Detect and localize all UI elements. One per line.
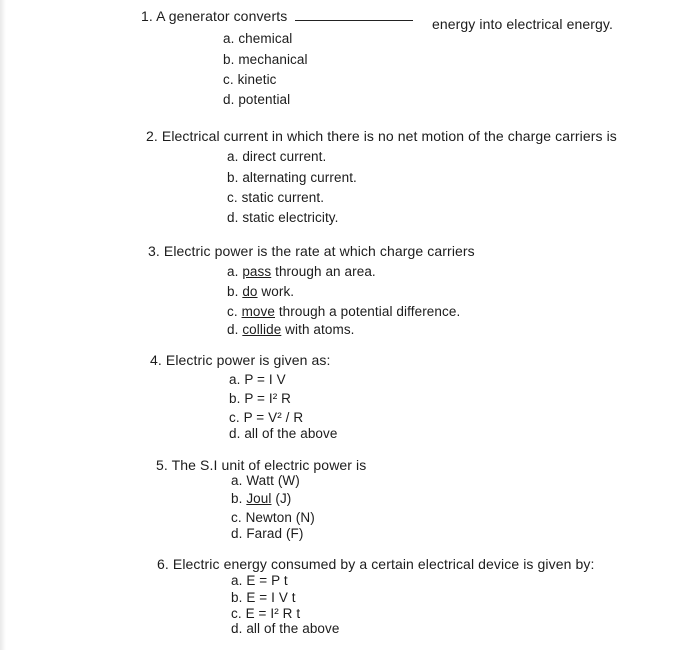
question-2-stem [146,128,617,144]
option-text: Farad (F) [246,526,304,541]
option-letter: b. [227,284,239,299]
option-6d [231,621,340,637]
option-letter: d. [227,210,239,225]
option-keyword: Joul [246,491,272,506]
question-1-stem-end: energy into electrical energy. [432,16,613,32]
option-letter: d. [229,426,241,441]
option-letter: a. [227,264,239,279]
option-letter: c. [227,304,238,319]
option-text: P = I² R [244,391,292,406]
option-3a [227,264,376,280]
option-letter: c. [231,606,242,621]
option-letter: c. [227,190,238,205]
option-text: kinetic [237,72,277,87]
question-text: Electrical current in which there is no net motion of the charge carriers is [161,128,617,144]
question-3-stem [148,243,475,259]
question-text: A generator converts [156,8,288,24]
option-letter: a. [231,473,243,488]
option-1d [223,92,290,108]
question-text: Electric power is the rate at which charge carriers [163,243,475,259]
option-letter: d. [231,621,243,636]
scan-edge-shadow [0,0,6,650]
option-keyword: collide [242,322,282,337]
option-text: work. [257,284,295,299]
question-number: 4. [150,352,162,368]
option-letter: b. [229,391,241,406]
option-text: P = I V [244,372,286,387]
option-6c [231,606,300,622]
option-5a [231,473,300,489]
option-letter: a. [223,31,235,46]
option-6a [231,573,288,589]
option-keyword: move [241,304,275,319]
option-5b [231,491,291,507]
option-3b [227,284,294,300]
option-text: E = I V t [246,590,296,605]
option-text: mechanical [238,52,308,67]
option-keyword: pass [242,264,272,279]
option-text: alternating current. [242,170,357,185]
option-letter: d. [227,322,239,337]
option-text: with atoms. [281,322,355,337]
option-text: direct current. [242,149,327,164]
option-2d [227,210,339,226]
option-3c [227,304,460,320]
option-2b [227,170,357,186]
option-text: (J) [271,491,292,506]
question-6-stem [157,556,594,572]
option-4c [229,410,303,426]
option-letter: d. [231,526,243,541]
option-5c [231,510,315,526]
option-text: Newton (N) [245,510,315,525]
option-5d [231,526,303,542]
option-letter: b. [231,590,243,605]
option-text: through a potential difference. [274,304,461,319]
option-1a [223,31,292,47]
question-number: 3. [148,243,160,259]
question-text: Electric energy consumed by a certain electrical device is given by: [172,556,595,572]
option-text: through an area. [271,264,376,279]
question-number: 1. [141,8,153,24]
option-text: static current. [241,190,325,205]
question-number: 6. [157,556,169,572]
option-text: all of the above [246,621,340,636]
question-5-stem [156,457,366,473]
option-letter: b. [223,52,235,67]
option-letter: b. [227,170,239,185]
option-text: potential [238,92,291,107]
option-letter: a. [231,573,243,588]
option-2a [227,149,326,165]
question-number: 2. [146,128,158,144]
question-1-stem [141,8,419,24]
option-1b [223,52,308,68]
option-text: Watt (W) [246,473,300,488]
question-number: 5. [156,457,168,473]
option-text: static electricity. [242,210,339,225]
option-letter: b. [231,491,243,506]
question-4-stem [150,352,330,368]
option-letter: c. [229,410,240,425]
option-keyword: do [242,284,258,299]
question-text: The S.I unit of electric power is [171,457,367,473]
option-3d [227,322,355,338]
option-letter: d. [223,92,235,107]
option-4b [229,391,291,407]
answer-blank [295,8,413,21]
option-text: chemical [238,31,293,46]
option-text: E = I² R t [245,606,301,621]
option-letter: a. [227,149,239,164]
option-text: E = P t [246,573,288,588]
option-6b [231,590,296,606]
option-letter: c. [231,510,242,525]
option-4d [229,426,338,442]
option-letter: c. [223,72,234,87]
option-2c [227,190,324,206]
option-letter: a. [229,372,241,387]
question-text: Electric power is given as: [165,352,331,368]
option-4a [229,372,286,388]
option-text: all of the above [244,426,338,441]
option-text: P = V² / R [243,410,304,425]
option-1c [223,72,277,88]
